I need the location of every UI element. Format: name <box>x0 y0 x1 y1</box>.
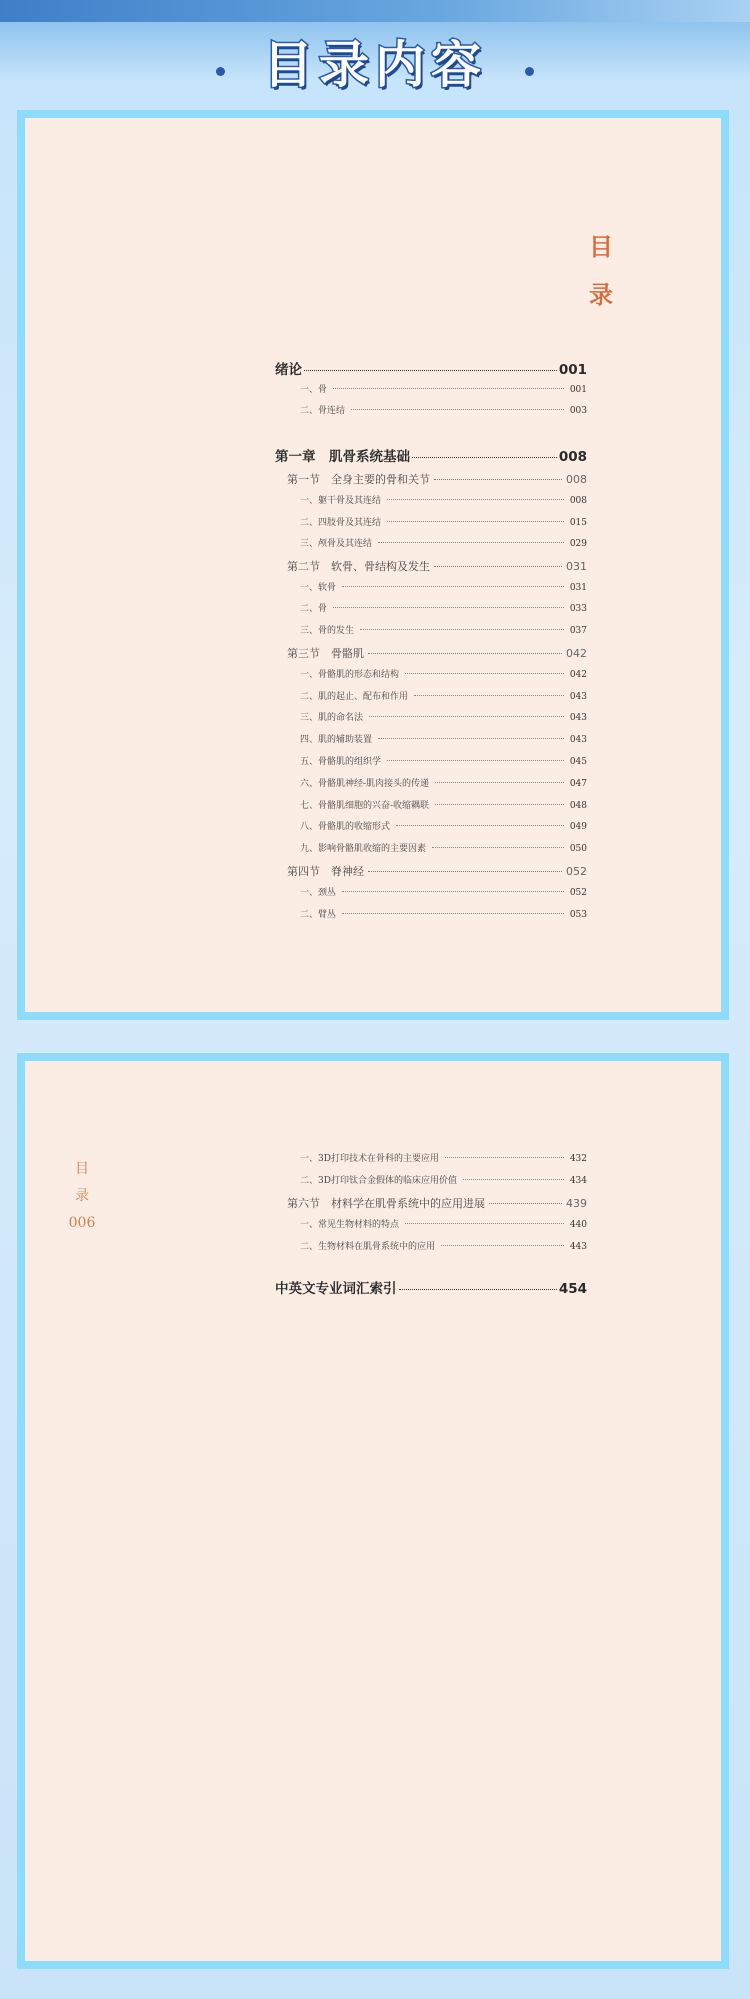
toc-leader-dots <box>360 629 564 630</box>
toc-leader-dots <box>368 653 562 654</box>
toc-entry-page: 440 <box>569 1220 587 1230</box>
toc-leader-dots <box>304 370 557 371</box>
toc-entry-page: 029 <box>569 539 587 549</box>
toc-subsection <box>275 403 587 416</box>
toc-leader-dots <box>412 457 557 458</box>
toc-entry-page: 031 <box>566 560 587 573</box>
toc-leader-dots <box>445 1157 564 1158</box>
toc-subsection <box>275 689 587 702</box>
toc-leader-dots <box>342 913 564 914</box>
toc-entry-page: 043 <box>569 713 587 723</box>
toc-entry-title: 第二节 软骨、骨结构及发生 <box>287 560 430 573</box>
toc-entry-page: 043 <box>569 735 587 745</box>
section-header <box>0 30 750 100</box>
toc-leader-dots <box>351 409 564 410</box>
toc-entry-title: 三、肌的命名法 <box>300 713 364 723</box>
toc-leader-dots <box>435 804 564 805</box>
toc-entry-title: 第三节 骨骼肌 <box>287 647 364 660</box>
top-banner <box>0 0 750 22</box>
toc-entry-title: 一、3D打印技术在骨科的主要应用 <box>300 1154 439 1164</box>
toc-subsection <box>275 1173 587 1186</box>
toc-subsection <box>275 776 587 789</box>
side-title-char: 录 <box>589 280 613 309</box>
toc-entry-title: 一、骨 <box>300 385 328 395</box>
page-number: 006 <box>68 1215 96 1231</box>
toc-leader-dots <box>399 1289 557 1290</box>
toc-entry-title: 九、影响骨骼肌收缩的主要因素 <box>300 844 427 854</box>
toc-subsection <box>275 754 587 767</box>
toc-leader-dots <box>333 388 564 389</box>
toc-subsection <box>275 536 587 549</box>
toc-entry-page: 049 <box>569 822 587 832</box>
toc-subsection <box>275 580 587 593</box>
toc-entry-page: 454 <box>558 1281 587 1297</box>
toc-entry-title: 中英文专业词汇索引 <box>275 1281 397 1297</box>
toc-entry-title: 三、颅骨及其连结 <box>300 539 373 549</box>
toc-leader-dots <box>342 891 564 892</box>
toc-leader-dots <box>342 586 564 587</box>
toc-entry-page: 048 <box>569 801 587 811</box>
toc-entry-title: 六、骨骼肌神经-肌肉接头的传递 <box>300 779 430 789</box>
toc-entry-title: 一、常见生物材料的特点 <box>300 1220 400 1230</box>
toc-entry-page: 053 <box>569 910 587 920</box>
toc-entry-title: 二、四肢骨及其连结 <box>300 518 382 528</box>
toc-subsection <box>275 1151 587 1164</box>
toc-leader-dots <box>368 871 562 872</box>
page-title: 目录内容 <box>263 36 487 94</box>
toc-entry-page: 434 <box>569 1176 587 1186</box>
toc-subsection <box>275 819 587 832</box>
toc-entry-page: 037 <box>569 626 587 636</box>
toc-subsection <box>275 493 587 506</box>
side-title-char: 录 <box>75 1188 89 1204</box>
toc-entry-page: 015 <box>569 518 587 528</box>
toc-entry-title: 四、肌的辅助装置 <box>300 735 373 745</box>
toc-entry-title: 一、软骨 <box>300 583 337 593</box>
toc-leader-dots <box>387 760 564 761</box>
toc-section <box>275 645 587 661</box>
toc-side-title <box>586 223 616 319</box>
toc-leader-dots <box>441 1245 564 1246</box>
toc-entry-title: 二、臂丛 <box>300 910 337 920</box>
toc-subsection <box>275 907 587 920</box>
toc-leader-dots <box>405 1223 564 1224</box>
toc-entry-title: 二、骨连结 <box>300 406 346 416</box>
toc-subsection <box>275 710 587 723</box>
toc-entry-page: 050 <box>569 844 587 854</box>
toc-entry-page: 042 <box>569 670 587 680</box>
toc-chapter <box>275 445 587 465</box>
toc-entry-page: 033 <box>569 604 587 614</box>
toc-entry-title: 二、骨 <box>300 604 328 614</box>
header-dot-left <box>216 67 225 76</box>
toc-leader-dots <box>434 566 562 567</box>
toc-side-title <box>67 1156 97 1237</box>
toc-leader-dots <box>387 521 564 522</box>
toc-leader-dots <box>405 673 564 674</box>
toc-subsection <box>275 798 587 811</box>
toc-entry-page: 008 <box>558 449 587 465</box>
toc-entry-page: 031 <box>569 583 587 593</box>
toc-section <box>275 1195 587 1211</box>
toc-entry-page: 439 <box>566 1197 587 1210</box>
toc-entry-title: 第一节 全身主要的骨和关节 <box>287 473 430 486</box>
toc-entry-page: 001 <box>569 385 587 395</box>
toc-subsection <box>275 515 587 528</box>
toc-entry-page: 045 <box>569 757 587 767</box>
toc-entry-title: 第四节 脊神经 <box>287 865 364 878</box>
toc-chapter <box>275 358 587 378</box>
toc-leader-dots <box>333 607 564 608</box>
toc-leader-dots <box>435 782 564 783</box>
toc-entry-page: 042 <box>566 647 587 660</box>
toc-leader-dots <box>414 695 564 696</box>
toc-leader-dots <box>489 1203 562 1204</box>
side-title-char: 目 <box>75 1161 89 1177</box>
toc-entry-page: 047 <box>569 779 587 789</box>
toc-page-1 <box>17 110 729 1020</box>
toc-page-2 <box>17 1053 729 1969</box>
toc-subsection <box>275 382 587 395</box>
toc-leader-dots <box>432 847 564 848</box>
toc-entry-title: 二、肌的起止、配布和作用 <box>300 692 409 702</box>
toc-entry-title: 二、3D打印钛合金假体的临床应用价值 <box>300 1176 457 1186</box>
toc-entry-page: 443 <box>569 1242 587 1252</box>
toc-leader-dots <box>378 542 564 543</box>
toc-entry-page: 001 <box>558 362 587 378</box>
toc-leader-dots <box>387 499 564 500</box>
toc-section <box>275 863 587 879</box>
toc-entry-title: 七、骨骼肌细胞的兴奋-收缩耦联 <box>300 801 430 811</box>
side-title-char: 目 <box>589 232 613 261</box>
toc-subsection <box>275 732 587 745</box>
toc-section <box>275 471 587 487</box>
toc-entry-page: 043 <box>569 692 587 702</box>
toc-entry-title: 一、躯干骨及其连结 <box>300 496 382 506</box>
toc-entry-title: 第一章 肌骨系统基础 <box>275 449 410 465</box>
toc-subsection <box>275 667 587 680</box>
toc-entry-title: 八、骨骼肌的收缩形式 <box>300 822 391 832</box>
toc-entry-page: 008 <box>569 496 587 506</box>
toc-entry-page: 052 <box>566 865 587 878</box>
toc-subsection <box>275 841 587 854</box>
toc-subsection <box>275 1239 587 1252</box>
toc-chapter <box>275 1277 587 1297</box>
toc-entry-title: 一、颈丛 <box>300 888 337 898</box>
toc-entry-title: 绪论 <box>275 362 302 378</box>
toc-entry-title: 五、骨骼肌的组织学 <box>300 757 382 767</box>
toc-subsection <box>275 885 587 898</box>
header-dot-right <box>525 67 534 76</box>
toc-entry-page: 432 <box>569 1154 587 1164</box>
toc-section <box>275 558 587 574</box>
toc-subsection <box>275 601 587 614</box>
toc-entry-title: 三、骨的发生 <box>300 626 355 636</box>
toc-entry-title: 第六节 材料学在肌骨系统中的应用进展 <box>287 1197 485 1210</box>
toc-subsection <box>275 1217 587 1230</box>
toc-entry-page: 003 <box>569 406 587 416</box>
toc-leader-dots <box>369 716 564 717</box>
toc-entry-title: 一、骨骼肌的形态和结构 <box>300 670 400 680</box>
toc-leader-dots <box>434 479 562 480</box>
toc-entry-page: 052 <box>569 888 587 898</box>
toc-leader-dots <box>396 825 564 826</box>
toc-entry-title: 二、生物材料在肌骨系统中的应用 <box>300 1242 436 1252</box>
toc-subsection <box>275 623 587 636</box>
toc-entry-page: 008 <box>566 473 587 486</box>
toc-leader-dots <box>378 738 564 739</box>
toc-leader-dots <box>463 1179 564 1180</box>
